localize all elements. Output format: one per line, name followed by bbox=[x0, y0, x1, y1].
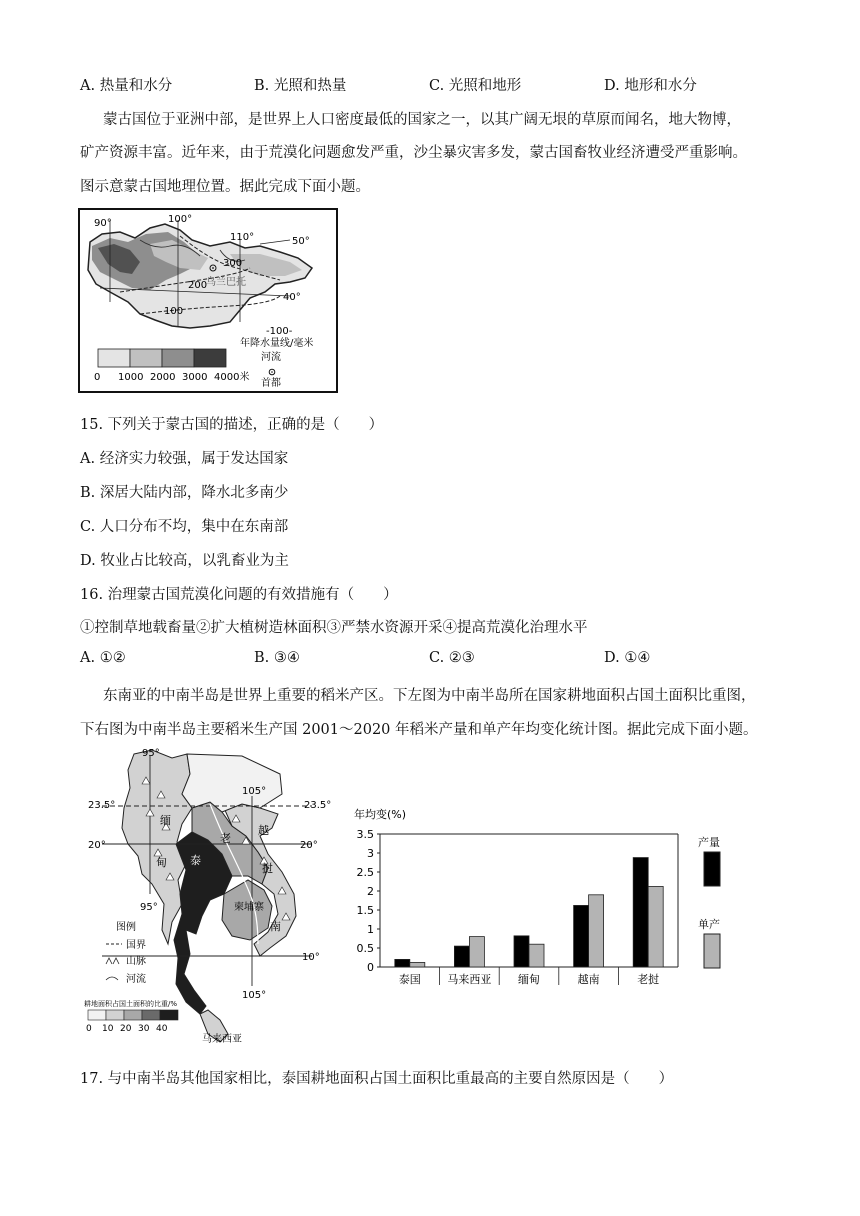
q16-option-a: A. ①② bbox=[80, 650, 126, 666]
capital-dot bbox=[212, 267, 214, 269]
legend-isohyet-label: 年降水量线/毫米 bbox=[240, 338, 314, 349]
bar-yield bbox=[648, 886, 663, 967]
elevation-label-1000: 1000 bbox=[118, 372, 144, 383]
lon-label-95-bottom: 95° bbox=[140, 902, 158, 913]
mongolia-intro-line3: 图示意蒙古国地理位置。据此完成下面小题。 bbox=[80, 179, 370, 195]
elevation-label-4000: 4000米 bbox=[214, 372, 250, 383]
x-tick-label: 缅甸 bbox=[518, 973, 540, 986]
lat-label-23-left: 23.5° bbox=[88, 800, 116, 811]
q15-option-a: A. 经济实力较强，属于发达国家 bbox=[80, 451, 289, 467]
bar-production bbox=[574, 905, 589, 967]
indochina-map-figure bbox=[82, 744, 332, 1049]
q16-stem: 16. 治理蒙古国荒漠化问题的有效措施有（ ） bbox=[80, 587, 398, 603]
bar-yield bbox=[529, 944, 544, 967]
lon-label-110: 110° bbox=[230, 232, 255, 243]
arable-label-10: 10 bbox=[102, 1024, 114, 1034]
q15-option-d: D. 牧业占比较高，以乳畜业为主 bbox=[80, 553, 289, 569]
label-myanmar-2: 甸 bbox=[156, 856, 167, 869]
legend-capital-label: 首都 bbox=[261, 378, 281, 389]
q17-stem: 17. 与中南半岛其他国家相比，泰国耕地面积占国土面积比重最高的主要自然原因是（ ） bbox=[80, 1071, 674, 1087]
legend-production-label: 产量 bbox=[698, 836, 720, 849]
indochina-intro-line1: 东南亚的中南半岛是世界上重要的稻米产区。下左图为中南半岛所在国家耕地面积占国土面积比重图， bbox=[103, 688, 756, 704]
arable-swatch-2 bbox=[124, 1010, 142, 1020]
y-tick-label: 0 bbox=[367, 961, 374, 974]
legend-yield-label: 单产 bbox=[698, 918, 720, 931]
lat-label-23-right: 23.5° bbox=[304, 800, 332, 811]
legend-isohyet-sample: -100- bbox=[266, 326, 293, 337]
arable-swatch-4 bbox=[160, 1010, 178, 1020]
label-thailand-2: 国 bbox=[208, 910, 219, 923]
lat-label-20-right: 20° bbox=[300, 840, 318, 851]
lon-label-95-top: 95° bbox=[142, 748, 160, 759]
legend-mountain-label: 山脉 bbox=[126, 956, 146, 967]
lat-label-20-left: 20° bbox=[88, 840, 106, 851]
label-malaysia: 马来西亚 bbox=[202, 1034, 242, 1045]
bar-production bbox=[514, 936, 529, 967]
q16-option-c: C. ②③ bbox=[429, 650, 475, 666]
y-tick-label: 2.5 bbox=[356, 866, 374, 879]
label-laos-2: 挝 bbox=[262, 862, 273, 875]
arable-label-30: 30 bbox=[138, 1024, 150, 1034]
elevation-swatch-3 bbox=[194, 349, 226, 367]
elevation-swatch-2 bbox=[162, 349, 194, 367]
q15-stem: 15. 下列关于蒙古国的描述，正确的是（ ） bbox=[80, 417, 384, 433]
bar-yield bbox=[469, 937, 484, 967]
y-tick-label: 0.5 bbox=[356, 942, 374, 955]
q14-option-a: A. 热量和水分 bbox=[80, 78, 173, 94]
label-cambodia: 柬埔寨 bbox=[234, 902, 264, 913]
q14-option-c: C. 光照和地形 bbox=[429, 78, 522, 94]
lon-label-105-bottom: 105° bbox=[242, 990, 267, 1001]
legend-mountain-icon bbox=[106, 958, 119, 964]
arable-scale bbox=[86, 1010, 178, 1034]
bar-yield bbox=[589, 895, 604, 967]
q16-measures: ①控制草地载畜量②扩大植树造林面积③严禁水资源开采④提高荒漠化治理水平 bbox=[80, 620, 588, 636]
elevation-scale bbox=[94, 349, 249, 383]
lat-label-40: 40° bbox=[283, 292, 301, 303]
y-tick-label: 3.5 bbox=[356, 828, 374, 841]
elevation-label-3000: 3000 bbox=[182, 372, 208, 383]
lat-label-50: 50° bbox=[292, 236, 310, 247]
x-tick-label: 泰国 bbox=[398, 973, 421, 986]
y-tick-label: 1.5 bbox=[356, 904, 374, 917]
q15-option-c: C. 人口分布不均，集中在东南部 bbox=[80, 519, 289, 535]
legend-yield-swatch bbox=[704, 934, 720, 968]
parallel-50 bbox=[260, 240, 290, 244]
label-myanmar-1: 缅 bbox=[160, 814, 171, 827]
isohyet-label-200: 200 bbox=[188, 280, 208, 291]
arable-swatch-3 bbox=[142, 1010, 160, 1020]
lon-label-100: 100° bbox=[168, 214, 193, 225]
label-vietnam-2: 南 bbox=[270, 920, 281, 933]
arable-label-40: 40 bbox=[156, 1024, 168, 1034]
arable-label-0: 0 bbox=[86, 1024, 92, 1034]
x-tick-label: 越南 bbox=[577, 973, 600, 986]
arable-swatch-0 bbox=[88, 1010, 106, 1020]
scale-title: 耕地面积占国土面积的比重/% bbox=[84, 1000, 178, 1008]
lon-label-105-top: 105° bbox=[242, 786, 267, 797]
legend-production-swatch bbox=[704, 852, 720, 886]
legend-river-icon bbox=[106, 977, 118, 980]
bar-production bbox=[395, 959, 410, 967]
rice-chart-figure bbox=[340, 800, 740, 1000]
mongolia-intro-line2: 矿产资源丰富。近年来，由于荒漠化问题愈发严重，沙尘暴灾害多发，蒙古国畜牧业经济遭受严重影响。 bbox=[80, 145, 747, 161]
x-tick-label: 老挝 bbox=[637, 973, 660, 986]
elevation-swatch-1 bbox=[130, 349, 162, 367]
x-tick-label: 马来西亚 bbox=[447, 973, 492, 986]
label-vietnam-1: 越 bbox=[258, 824, 269, 837]
elevation-label-0: 0 bbox=[94, 372, 101, 383]
q14-option-b: B. 光照和热量 bbox=[254, 78, 347, 94]
q16-option-d: D. ①④ bbox=[604, 650, 651, 666]
china-area bbox=[182, 754, 282, 812]
legend-border-label: 国界 bbox=[126, 940, 146, 951]
isohyet-label-300: 300 bbox=[223, 258, 243, 269]
label-laos-1: 老 bbox=[220, 832, 231, 845]
label-thailand-1: 泰 bbox=[190, 854, 201, 867]
isohyet-label-100: 100 bbox=[164, 306, 184, 317]
mongolia-intro-line1: 蒙古国位于亚洲中部，是世界上人口密度最低的国家之一，以其广阔无垠的草原而闻名，地大物博， bbox=[103, 112, 741, 128]
bar-yield bbox=[410, 962, 425, 967]
indochina-map-svg bbox=[82, 744, 332, 1049]
elevation-label-2000: 2000 bbox=[150, 372, 176, 383]
mongolia-map-figure bbox=[78, 208, 338, 393]
arable-swatch-1 bbox=[106, 1010, 124, 1020]
y-tick-label: 3 bbox=[367, 847, 374, 860]
q14-option-d: D. 地形和水分 bbox=[604, 78, 697, 94]
legend-title: 图例 bbox=[116, 922, 136, 933]
legend-river-label: 河流 bbox=[261, 352, 281, 363]
arable-label-20: 20 bbox=[120, 1024, 132, 1034]
q16-option-b: B. ③④ bbox=[254, 650, 300, 666]
capital-label: 乌兰巴托 bbox=[206, 277, 246, 288]
legend-river-label: 河流 bbox=[126, 974, 146, 985]
q15-option-b: B. 深居大陆内部，降水北多南少 bbox=[80, 485, 289, 501]
mongolia-map-svg bbox=[80, 210, 336, 391]
indochina-intro-line2: 下右图为中南半岛主要稻米生产国 2001～2020 年稻米产量和单产年均变化统计图。据此完成下面小题。 bbox=[80, 722, 758, 738]
y-tick-label: 1 bbox=[367, 923, 374, 936]
rice-chart-svg bbox=[340, 800, 740, 1000]
bar-production bbox=[633, 858, 648, 967]
bar-production bbox=[454, 946, 469, 967]
y-tick-label: 2 bbox=[367, 885, 374, 898]
lon-label-90: 90° bbox=[94, 218, 112, 229]
lat-label-10: 10° bbox=[302, 952, 320, 963]
elevation-swatch-0 bbox=[98, 349, 130, 367]
chart-ylabel: 年均变(%) bbox=[354, 808, 407, 821]
